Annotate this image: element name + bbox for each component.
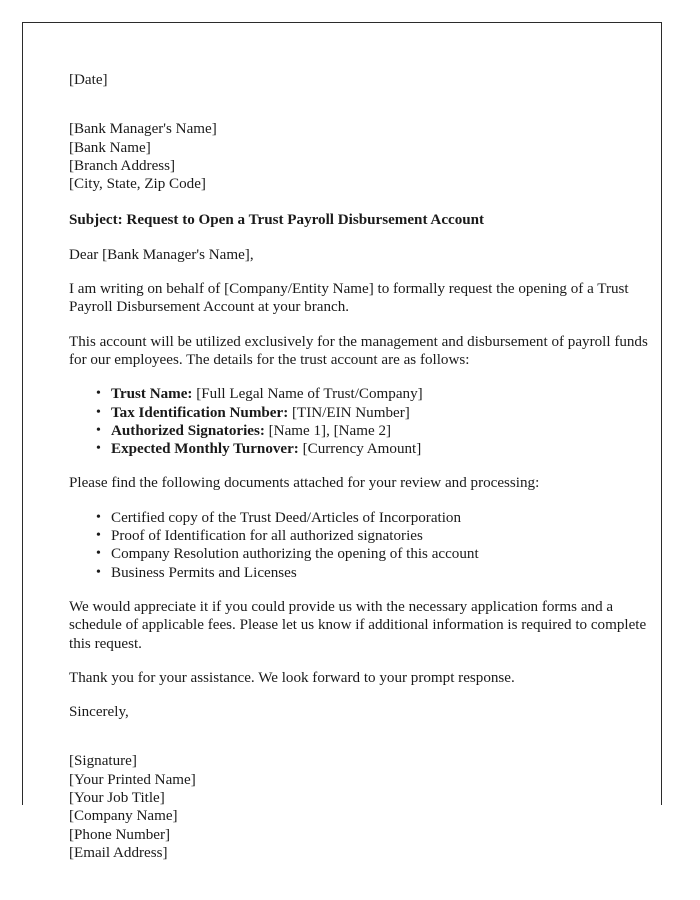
spacer [69, 721, 663, 739]
list-item: • Business Permits and Licenses [111, 564, 663, 582]
signature-line: [Your Printed Name] [69, 771, 196, 788]
paragraph-intro: I am writing on behalf of [Company/Entity Name] to formally request the opening of a Trust Payroll Disbursement Account at your branch. [69, 281, 629, 316]
spacer [69, 193, 663, 211]
spacer [69, 230, 663, 246]
paragraph-purpose: This account will be utilized exclusively for the management and disbursement of payroll funds for our employees. The details for the trust account are as follows: [69, 333, 648, 368]
recipient-address-block [69, 120, 663, 193]
spacer [69, 582, 663, 598]
paragraph-thanks: Thank you for your assistance. We look forward to your prompt response. [69, 669, 515, 686]
attached-documents-list [69, 509, 663, 582]
salutation: Dear [Bank Manager's Name], [69, 246, 254, 263]
detail-label: Tax Identification Number: [111, 404, 289, 421]
signature-line: [Company Name] [69, 808, 178, 825]
signature-line: [Your Job Title] [69, 790, 165, 807]
list-item: • Certified copy of the Trust Deed/Articles of Incorporation [111, 509, 663, 527]
list-item: • Proof of Identification for all authorized signatories [111, 527, 663, 545]
list-item [111, 385, 663, 403]
list-item [111, 440, 663, 458]
trust-details-list [69, 385, 663, 458]
list-item [111, 422, 663, 440]
signature-line: [Phone Number] [69, 826, 171, 843]
list-item [111, 404, 663, 422]
detail-value: [Full Legal Name of Trust/Company] [196, 386, 423, 403]
recipient-line: [City, State, Zip Code] [69, 176, 206, 193]
list-item: • Company Resolution authorizing the opening of this account [111, 545, 663, 563]
detail-label: Expected Monthly Turnover: [111, 441, 299, 458]
spacer [69, 89, 663, 107]
document-page-frame [22, 22, 662, 861]
date-block [69, 71, 663, 89]
spacer [69, 369, 663, 385]
detail-label: Trust Name: [111, 386, 193, 403]
signature-block [69, 752, 663, 862]
signature-line: [Email Address] [69, 844, 168, 861]
detail-value: [TIN/EIN Number] [292, 404, 410, 421]
signature-line: [Signature] [69, 753, 137, 770]
spacer [69, 687, 663, 703]
spacer [69, 493, 663, 509]
spacer [69, 107, 663, 120]
recipient-line: [Branch Address] [69, 157, 176, 174]
date-placeholder: [Date] [69, 72, 108, 88]
letter-body [69, 71, 663, 862]
spacer [69, 458, 663, 474]
recipient-line: [Bank Name] [69, 139, 151, 156]
spacer [69, 653, 663, 669]
detail-value: [Currency Amount] [302, 441, 422, 458]
detail-value: [Name 1], [Name 2] [268, 422, 392, 439]
closing-line: Sincerely, [69, 704, 129, 721]
subject-line: Subject: Request to Open a Trust Payroll Disbursement Account [69, 212, 485, 229]
spacer [69, 739, 663, 752]
spacer [69, 317, 663, 333]
detail-label: Authorized Signatories: [111, 422, 265, 439]
recipient-line: [Bank Manager's Name] [69, 121, 217, 138]
paragraph-attachments-intro: Please find the following documents attached for your review and processing: [69, 475, 540, 492]
paragraph-request: We would appreciate it if you could provide us with the necessary application forms and a schedule of applicable fees. Please let us know if additional information is required to complete this request. [69, 598, 647, 652]
spacer [69, 264, 663, 280]
